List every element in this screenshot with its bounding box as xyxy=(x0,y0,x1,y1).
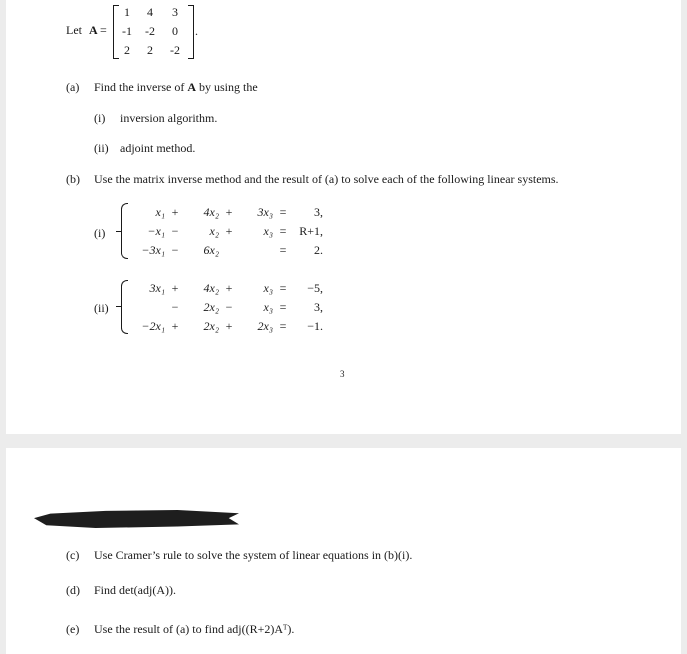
equation-term: 2x₃ xyxy=(257,319,273,333)
matrix-right-bracket xyxy=(188,5,194,59)
equation-term: + xyxy=(225,281,233,295)
equation-term: 4x₂ xyxy=(203,205,219,219)
equation-term: + xyxy=(225,205,233,219)
matrix-period: . xyxy=(195,24,198,38)
equation-term: = xyxy=(279,319,287,333)
equation-term: 3, xyxy=(314,205,323,219)
part-b-text: Use the matrix inverse method and the result of (a) to solve each of the following linear systems. xyxy=(94,172,559,186)
equation-term: = xyxy=(279,243,287,257)
part-c-label: (c) xyxy=(66,548,80,562)
equation-term: x₃ xyxy=(263,300,273,314)
equation-term: x₃ xyxy=(263,281,273,295)
part-d-text: Find det(adj(A)). xyxy=(94,583,176,597)
equation-term: − xyxy=(171,224,179,238)
equation-term: = xyxy=(279,300,287,314)
equation-term: 2x₂ xyxy=(203,319,219,333)
equation-term: = xyxy=(279,205,287,219)
matrix-cell: 3 xyxy=(172,5,178,19)
equation-term: x₃ xyxy=(263,224,273,238)
part-a-ii-text: adjoint method. xyxy=(120,141,196,155)
equation-term: 3x₃ xyxy=(257,205,273,219)
equation-term: R+1, xyxy=(299,224,323,238)
let-word: Let xyxy=(66,23,82,37)
part-a-ii-label: (ii) xyxy=(94,141,109,155)
part-a-bold: A xyxy=(187,80,196,94)
equation-term: −2x₁ xyxy=(141,319,165,333)
equation-term: −3x₁ xyxy=(141,243,165,257)
sys1-brace-tip xyxy=(116,231,121,232)
equation-term: − xyxy=(225,300,233,314)
equation-term: x₂ xyxy=(209,224,219,238)
matrix-equals: = xyxy=(100,23,107,37)
matrix-cell: 2 xyxy=(124,43,130,57)
equation-term: 2. xyxy=(314,243,323,257)
equation-term: 3x₁ xyxy=(149,281,165,295)
equation-term: − xyxy=(171,243,179,257)
sys1-brace xyxy=(121,203,128,259)
equation-term: 4x₂ xyxy=(203,281,219,295)
equation-term: + xyxy=(225,319,233,333)
matrix-name: A xyxy=(89,23,98,37)
equation-term: 3, xyxy=(314,300,323,314)
part-e-text: Use the result of (a) to find adj((R+2)Aᵀ). xyxy=(94,622,295,636)
equation-term: + xyxy=(225,224,233,238)
matrix-cell: 1 xyxy=(124,5,130,19)
sys2-brace xyxy=(121,280,128,334)
sys2-brace-tip xyxy=(116,306,121,307)
equation-term: −1. xyxy=(307,319,323,333)
matrix-cell: 4 xyxy=(147,5,153,19)
matrix-cell: -1 xyxy=(122,24,132,38)
matrix-cell: 2 xyxy=(147,43,153,57)
part-a-i-label: (i) xyxy=(94,111,106,125)
equation-term: + xyxy=(171,205,179,219)
equation-term: −5, xyxy=(307,281,323,295)
equation-term: + xyxy=(171,319,179,333)
matrix-cell: 0 xyxy=(172,24,178,38)
part-a-text-after: by using the xyxy=(199,80,258,94)
equation-term: = xyxy=(279,224,287,238)
equation-term: 6x₂ xyxy=(203,243,219,257)
equation-term: + xyxy=(171,281,179,295)
part-a-question xyxy=(94,80,258,95)
part-b-label: (b) xyxy=(66,172,80,186)
sys2-label: (ii) xyxy=(94,301,109,315)
page-number: 3 xyxy=(340,369,345,379)
equation-term: = xyxy=(279,281,287,295)
part-a-i-text: inversion algorithm. xyxy=(120,111,218,125)
equation-term: 2x₂ xyxy=(203,300,219,314)
part-a-text-before: Find the inverse of xyxy=(94,80,185,94)
matrix-cell: -2 xyxy=(145,24,155,38)
equation-term: − xyxy=(171,300,179,314)
equation-term: x₁ xyxy=(155,205,165,219)
part-e-label: (e) xyxy=(66,622,80,636)
sys1-label: (i) xyxy=(94,226,106,240)
equation-term: −x₁ xyxy=(147,224,165,238)
part-c-text: Use Cramer’s rule to solve the system of linear equations in (b)(i). xyxy=(94,548,413,562)
matrix-cell: -2 xyxy=(170,43,180,57)
part-a-label: (a) xyxy=(66,80,80,94)
part-d-label: (d) xyxy=(66,583,80,597)
